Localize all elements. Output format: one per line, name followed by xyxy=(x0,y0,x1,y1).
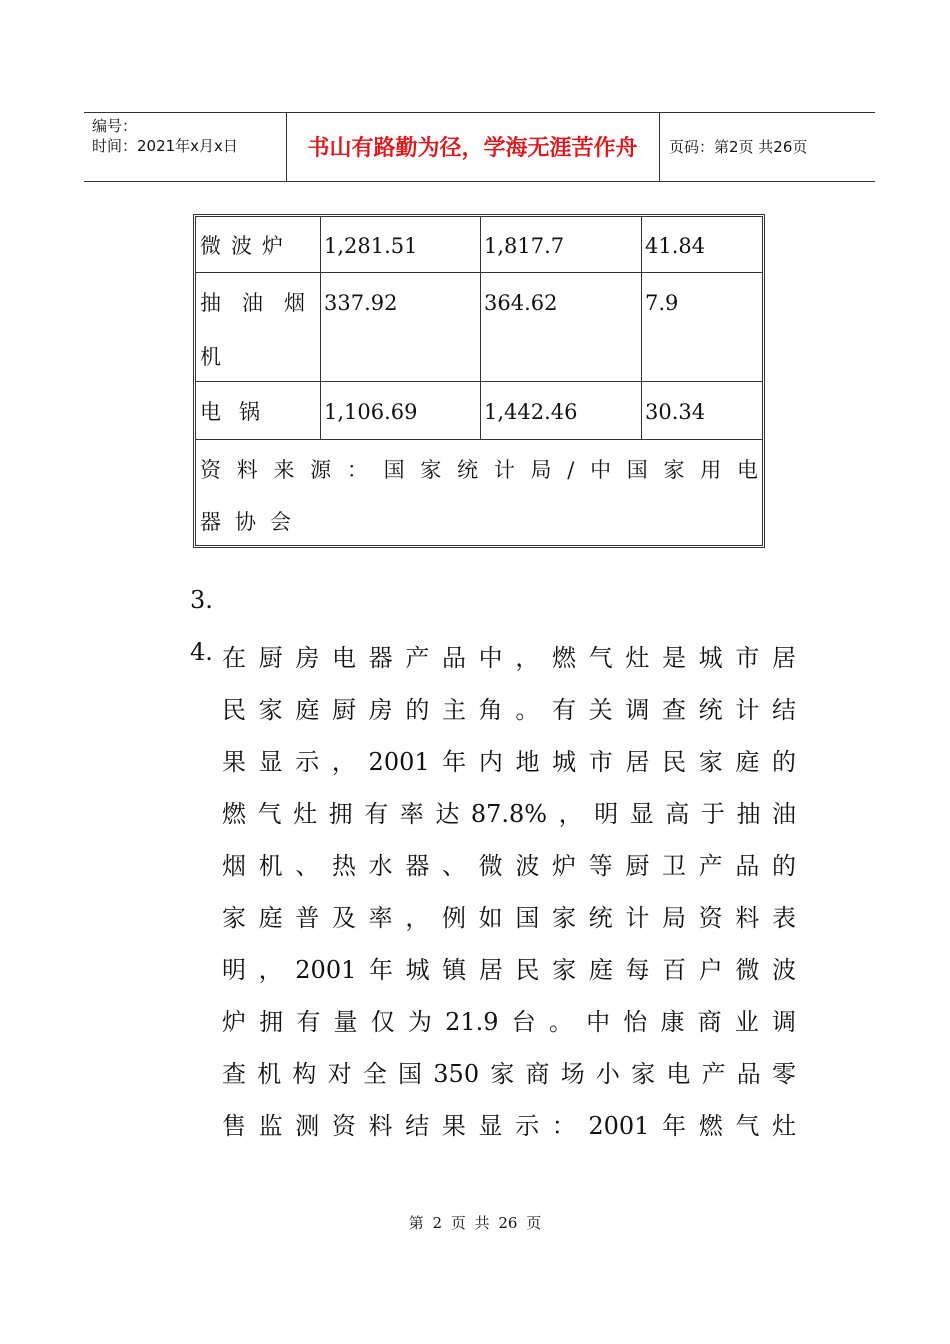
footer-page-number: 第 2 页 共 26 页 xyxy=(408,1214,542,1232)
value-2001: 1,817.7 xyxy=(484,234,565,258)
paragraph-line: 烟机、热水器、微波炉等厨卫产品的 xyxy=(222,852,796,880)
value-2000: 1,281.51 xyxy=(324,234,418,258)
header-bottom-rule xyxy=(84,181,875,182)
header-divider xyxy=(659,112,660,181)
list-item-number: 3. xyxy=(190,586,213,614)
header-meta xyxy=(92,116,238,156)
paragraph-line: 燃气灶拥有率达87.8%，明显高于抽油 xyxy=(222,800,796,828)
product-name: 电锅 xyxy=(200,400,278,424)
header-time: 时间：2021年x月x日 xyxy=(92,137,238,155)
product-name: 抽 油 烟 xyxy=(200,291,305,315)
data-source: 资料来源：国家统计局/中国家用电 xyxy=(200,458,758,482)
growth-value: 7.9 xyxy=(645,291,679,315)
value-2000: 1,106.69 xyxy=(324,400,418,424)
table-row xyxy=(196,272,762,381)
list-item-number: 4. xyxy=(190,638,213,666)
value-2000: 337.92 xyxy=(324,291,398,315)
table-row xyxy=(196,381,762,439)
paragraph-line: 在厨房电器产品中，燃气灶是城市居 xyxy=(222,644,796,672)
paragraph-line: 家庭普及率，例如国家统计局资料表 xyxy=(222,904,796,932)
growth-value: 41.84 xyxy=(645,234,706,258)
header-page-number: 页码：第2页 共26页 xyxy=(669,138,808,156)
data-source-continued: 器协会 xyxy=(200,510,305,534)
header-motto: 书山有路勤为径，学海无涯苦作舟 xyxy=(307,136,638,161)
paragraph-line: 售监测资料结果显示：2001年燃气灶 xyxy=(222,1112,796,1140)
paragraph-line: 炉拥有量仅为21.9台。中怡康商业调 xyxy=(222,1008,796,1036)
paragraph-line: 民家庭厨房的主角。有关调查统计结 xyxy=(222,696,796,724)
product-name-continued: 机 xyxy=(200,345,221,369)
data-table xyxy=(193,214,765,548)
table-source-row xyxy=(196,439,762,545)
paragraph-line: 果显示，2001年内地城市居民家庭的 xyxy=(222,748,796,776)
product-name: 微波炉 xyxy=(200,234,293,258)
table-row xyxy=(196,217,762,272)
paragraph-line: 明，2001年城镇居民家庭每百户微波 xyxy=(222,956,796,984)
value-2001: 364.62 xyxy=(484,291,558,315)
header-number: 编号： xyxy=(92,117,138,135)
growth-value: 30.34 xyxy=(645,400,706,424)
paragraph-line: 查机构对全国350家商场小家电产品零 xyxy=(222,1060,796,1088)
value-2001: 1,442.46 xyxy=(484,400,578,424)
